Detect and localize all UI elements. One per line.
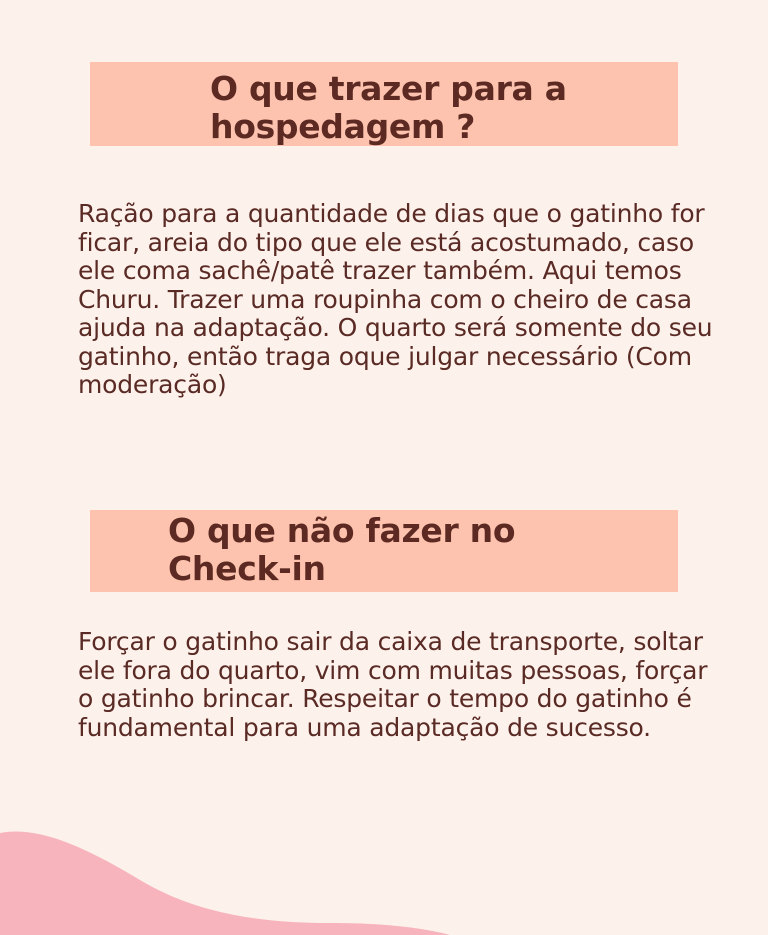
heading-banner-what-not-to-do xyxy=(90,510,678,592)
heading-what-not-to-do: O que não fazer no Check-in xyxy=(168,511,516,588)
heading-what-to-bring: O que trazer para a hospedagem ? xyxy=(210,69,567,146)
paragraph-what-to-bring: Ração para a quantidade de dias que o gatinho for ficar, areia do tipo que ele está acostumado, caso ele coma sachê/patê trazer também. Aqui temos Churu. Trazer uma roupinha com o cheiro de casa ajuda na adaptação. O quarto será somente do seu gatinho, então traga oque julgar necessário (Com moderação) xyxy=(78,199,713,399)
paragraph-what-not-to-do: Forçar o gatinho sair da caixa de transporte, soltar ele fora do quarto, vim com muitas pessoas, forçar o gatinho brincar. Respeitar o tempo do gatinho é fundamental para uma adaptação de sucesso. xyxy=(78,627,708,742)
decorative-wave xyxy=(0,795,768,935)
heading-banner-what-to-bring xyxy=(90,62,678,146)
wave-shape xyxy=(0,831,450,935)
